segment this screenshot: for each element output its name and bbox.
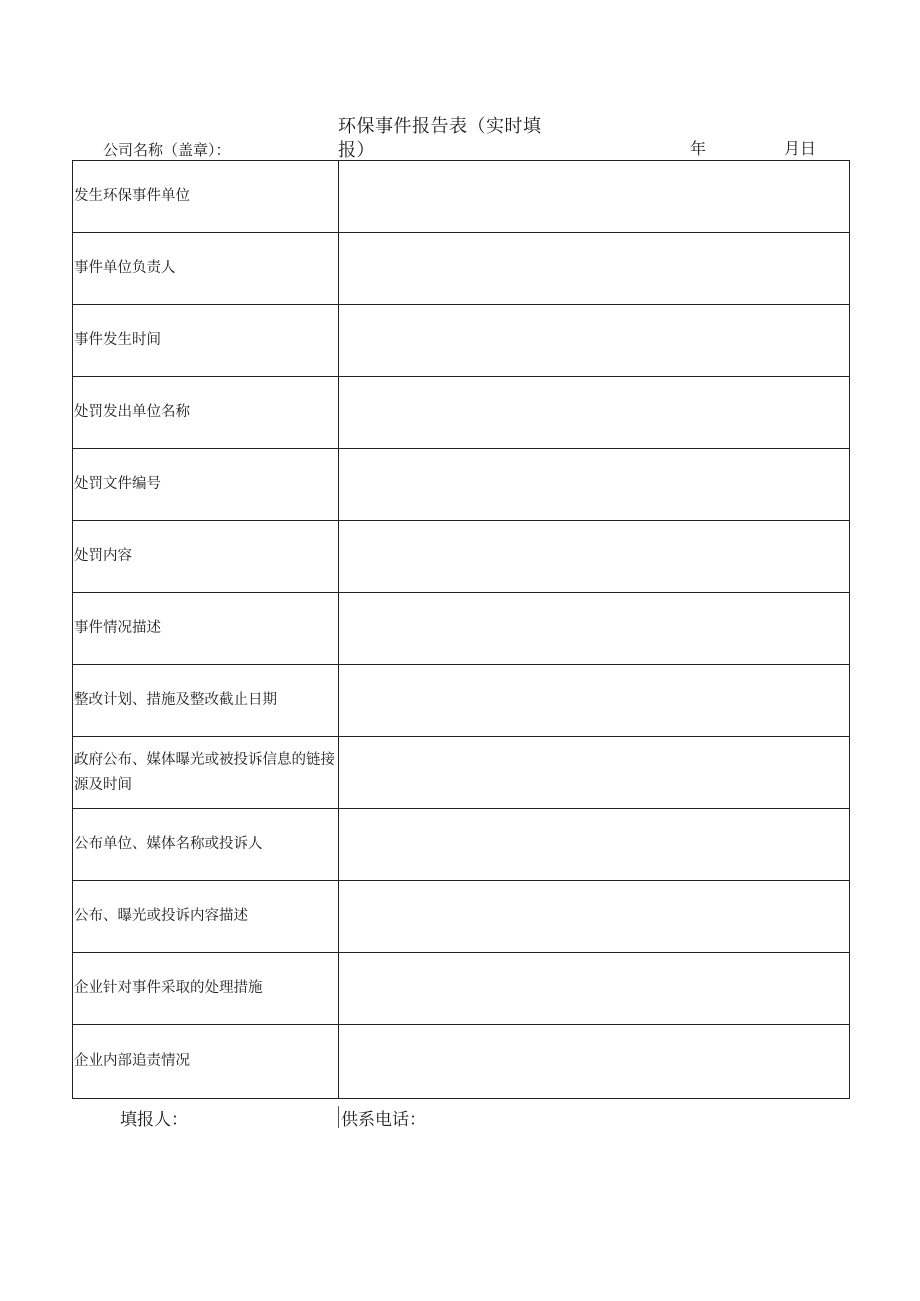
row-label: 事件情况描述	[73, 593, 339, 664]
form-title: 环保事件报告表（实时填报）	[338, 116, 542, 161]
table-row	[73, 233, 849, 305]
month-day-label: 月日	[784, 139, 817, 158]
row-label: 事件发生时间	[73, 305, 339, 376]
year-label: 年	[690, 139, 707, 158]
table-row	[73, 953, 849, 1025]
table-row	[73, 593, 849, 665]
row-label: 政府公布、媒体曝光或被投诉信息的链接源及时间	[73, 737, 339, 808]
row-label: 企业针对事件采取的处理措施	[73, 953, 339, 1024]
row-label: 处罚发出单位名称	[73, 377, 339, 448]
row-label: 企业内部追责情况	[73, 1025, 339, 1098]
table-row	[73, 521, 849, 593]
contact-phone-label: 供系电话：	[341, 1110, 426, 1130]
row-label: 发生环保事件单位	[73, 161, 339, 232]
row-label: 公布单位、媒体名称或投诉人	[73, 809, 339, 880]
row-value-field[interactable]	[339, 1025, 849, 1098]
table-row	[73, 449, 849, 521]
table-row	[73, 1025, 849, 1099]
table-row	[73, 809, 849, 881]
row-value-field[interactable]	[339, 593, 849, 664]
table-row	[73, 377, 849, 449]
table-row	[73, 881, 849, 953]
row-value-field[interactable]	[339, 665, 849, 736]
row-value-field[interactable]	[339, 953, 849, 1024]
filler-label: 填报人：	[120, 1110, 188, 1130]
row-value-field[interactable]	[339, 449, 849, 520]
row-value-field[interactable]	[339, 377, 849, 448]
table-row	[73, 305, 849, 377]
report-table	[72, 160, 850, 1099]
table-row	[73, 665, 849, 737]
row-label: 公布、曝光或投诉内容描述	[73, 881, 339, 952]
row-label: 处罚文件编号	[73, 449, 339, 520]
row-value-field[interactable]	[339, 521, 849, 592]
row-value-field[interactable]	[339, 233, 849, 304]
table-row	[73, 737, 849, 809]
row-value-field[interactable]	[339, 161, 849, 232]
table-row	[73, 161, 849, 233]
row-label: 事件单位负责人	[73, 233, 339, 304]
row-value-field[interactable]	[339, 737, 849, 808]
row-label: 整改计划、措施及整改截止日期	[73, 665, 339, 736]
company-name-label: 公司名称（盖章）：	[103, 141, 231, 159]
row-value-field[interactable]	[339, 881, 849, 952]
row-label: 处罚内容	[73, 521, 339, 592]
footer-divider	[338, 1106, 339, 1128]
row-value-field[interactable]	[339, 305, 849, 376]
row-value-field[interactable]	[339, 809, 849, 880]
